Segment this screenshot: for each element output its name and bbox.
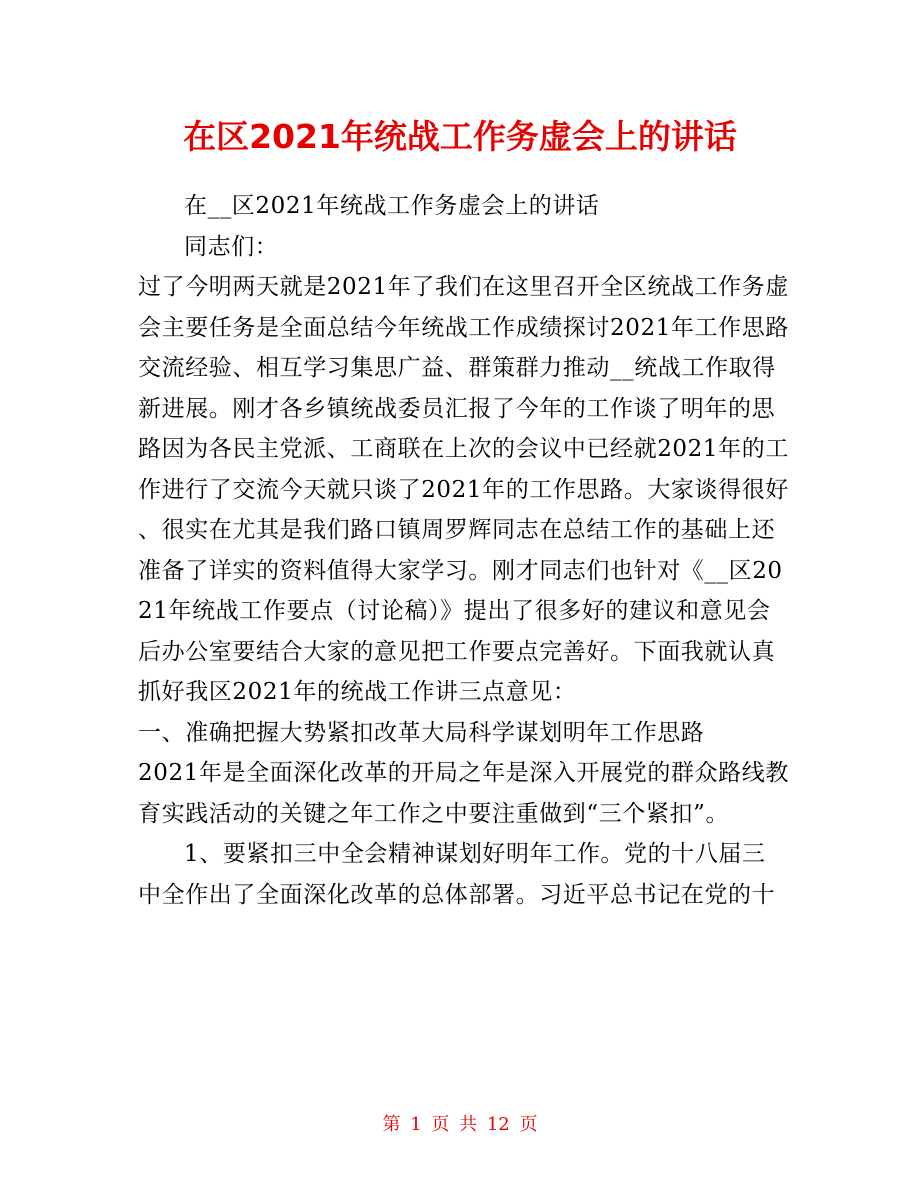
document-body xyxy=(138,186,789,915)
paragraph-line: 、很实在尤其是我们路口镇周罗辉同志在总结工作的基础上还 xyxy=(138,517,776,543)
paragraph-line: 过了今明两天就是2021年了我们在这里召开全区统战工作务虚 xyxy=(138,274,789,300)
paragraph-line: 交流经验、相互学习集思广益、群策群力推动__统战工作取得 xyxy=(138,355,776,381)
paragraph-line: 新进展。刚才各乡镇统战委员汇报了今年的工作谈了明年的思 xyxy=(138,395,776,422)
paragraph-line: 会主要任务是全面总结今年统战工作成绩探讨2021年工作思路 xyxy=(138,314,789,341)
paragraph-line: 路因为各民主党派、工商联在上次的会议中已经就2021年的工 xyxy=(138,436,789,462)
paragraph-line: 抓好我区2021年的统战工作讲三点意见： xyxy=(138,679,577,705)
page-number-footer: 第 1 页 共 12 页 xyxy=(382,1114,538,1135)
subtitle-line: 在__区2021年统战工作务虚会上的讲话 xyxy=(184,193,600,219)
section-heading: 一、准确把握大势紧扣改革大局科学谋划明年工作思路 xyxy=(138,719,705,746)
paragraph-line: 2021年是全面深化改革的开局之年是深入开展党的群众路线教 xyxy=(138,760,789,786)
paragraph-line: 21年统战工作要点（讨论稿）》提出了很多好的建议和意见会 xyxy=(138,598,771,624)
paragraph-line: 育实践活动的关键之年工作之中要注重做到“三个紧扣”。 xyxy=(138,800,730,827)
salutation-line: 同志们： xyxy=(184,233,279,260)
paragraph-line: 1、要紧扣三中全会精神谋划好明年工作。党的十八届三 xyxy=(184,841,766,867)
paragraph-line: 准备了详实的资料值得大家学习。刚才同志们也针对《__区20 xyxy=(138,557,783,584)
paragraph-line: 作进行了交流今天就只谈了2021年的工作思路。大家谈得很好 xyxy=(138,476,789,503)
paragraph-line: 后办公室要结合大家的意见把工作要点完善好。下面我就认真 xyxy=(138,638,776,665)
paragraph-line: 中全作出了全面深化改革的总体部署。习近平总书记在党的十 xyxy=(138,881,776,908)
page-title: 在区2021年统战工作务虚会上的讲话 xyxy=(183,117,737,156)
